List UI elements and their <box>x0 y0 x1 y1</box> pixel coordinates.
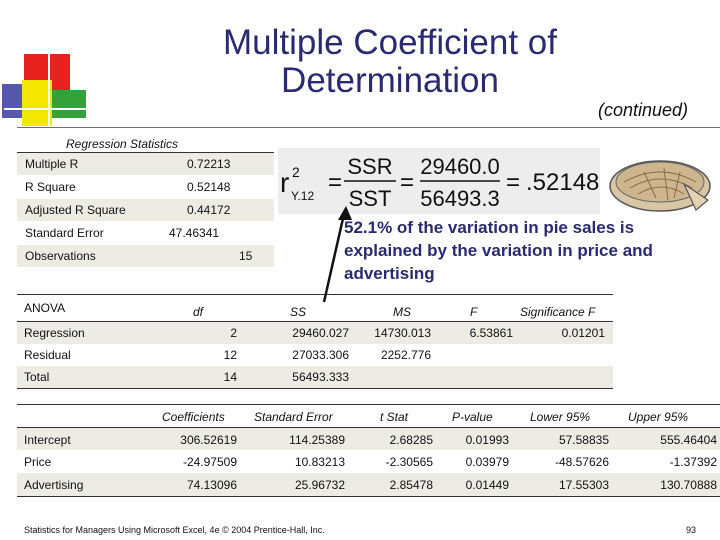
coef-col-lower-95: Lower 95% <box>530 410 591 424</box>
stats-label: Standard Error <box>25 226 104 240</box>
anova-row-label: Regression <box>24 326 85 340</box>
anova-col-ms: MS <box>393 305 411 319</box>
stats-label: Adjusted R Square <box>25 203 126 217</box>
stats-row-standard-error <box>17 222 274 244</box>
coef-row-label: Intercept <box>24 433 71 447</box>
slide-title-line1: Multiple Coefficient of <box>223 23 557 62</box>
anova-heading: ANOVA <box>24 301 66 315</box>
formula-equals-3: = <box>506 169 521 196</box>
table-row <box>17 450 720 473</box>
coef-bottom-rule <box>17 496 720 497</box>
stats-row-observations <box>17 245 274 267</box>
table-row <box>17 473 720 496</box>
anova-top-rule <box>17 294 613 295</box>
coef-col-standard-error: Standard Error <box>254 410 333 424</box>
coef-row-label: Advertising <box>24 478 84 492</box>
coef-p-value: 0.03979 <box>465 455 509 469</box>
formula-ssr: SSR <box>347 154 393 179</box>
anova-col-f: F <box>470 305 478 319</box>
coef-col-t-stat: t Stat <box>380 410 409 424</box>
table-row <box>17 344 613 366</box>
stats-value: 15 <box>239 249 253 263</box>
coef-upper-95: 130.70888 <box>660 478 717 492</box>
stats-label: Observations <box>25 249 96 263</box>
coef-col-coefficients: Coefficients <box>162 410 225 424</box>
anova-df: 12 <box>223 348 237 362</box>
formula-r-subscript: Y.12 <box>291 189 315 203</box>
footer-citation: Statistics for Managers Using Microsoft Excel, 4e © 2004 Prentice-Hall, Inc. <box>24 525 325 535</box>
stats-row-multiple-r <box>17 153 274 175</box>
anova-col-significance-f: Significance F <box>520 305 596 319</box>
formula-equals-2: = <box>400 169 415 196</box>
stats-value: 0.72213 <box>187 157 231 171</box>
coef-upper-95: -1.37392 <box>669 455 717 469</box>
finding-text: 52.1% of the variation in pie sales is explained by the variation in price and advertising <box>344 218 653 283</box>
anova-ss: 29460.027 <box>292 326 349 340</box>
formula-box <box>278 148 600 214</box>
formula-ssr-value: 29460.0 <box>420 154 500 179</box>
coef-row-label: Price <box>24 455 52 469</box>
coef-value: 74.13096 <box>186 478 237 492</box>
anova-bottom-rule <box>17 388 613 389</box>
table-row <box>17 322 613 344</box>
stats-label: Multiple R <box>25 157 79 171</box>
coef-t-stat: 2.68285 <box>389 433 433 447</box>
coef-t-stat: 2.85478 <box>389 478 433 492</box>
stats-value: 0.52148 <box>187 180 231 194</box>
coef-col-upper-95: Upper 95% <box>628 410 689 424</box>
anova-df: 2 <box>230 326 237 340</box>
coef-standard-error: 10.83213 <box>294 455 345 469</box>
coef-p-value: 0.01993 <box>465 433 509 447</box>
title-rule <box>17 127 720 128</box>
page-number: 93 <box>686 525 697 535</box>
formula-result: .52148 <box>526 169 600 196</box>
anova-ss: 56493.333 <box>292 370 349 384</box>
formula-sst: SST <box>348 186 392 211</box>
coef-value: 306.52619 <box>180 433 237 447</box>
formula-sst-value: 56493.3 <box>420 186 500 211</box>
formula-equals-1: = <box>328 169 343 196</box>
anova-col-df: df <box>193 305 204 319</box>
table-row <box>17 428 720 450</box>
stats-label: R Square <box>25 180 76 194</box>
coef-lower-95: 17.55303 <box>558 478 609 492</box>
table-row <box>17 366 613 388</box>
coef-top-rule <box>17 404 720 405</box>
anova-ms: 14730.013 <box>374 326 431 340</box>
regression-statistics-heading: Regression Statistics <box>66 137 179 151</box>
stats-row-adjusted-r-square <box>17 199 274 221</box>
coef-standard-error: 25.96732 <box>294 478 345 492</box>
r-squared-formula <box>278 148 600 214</box>
coef-lower-95: -48.57626 <box>554 455 609 469</box>
slide-title <box>120 24 660 100</box>
coef-standard-error: 114.25389 <box>289 433 345 447</box>
logo-divider-vertical <box>48 48 50 130</box>
anova-row-label: Residual <box>24 348 71 362</box>
anova-ms: 2252.776 <box>380 348 431 362</box>
stats-row-r-square <box>17 176 274 198</box>
slide-title-line2: Determination <box>281 61 499 100</box>
coef-upper-95: 555.46404 <box>660 433 717 447</box>
anova-row-label: Total <box>24 370 50 384</box>
anova-col-ss: SS <box>290 305 307 319</box>
coef-col-p-value: P-value <box>452 410 493 424</box>
stats-value: 0.44172 <box>187 203 231 217</box>
anova-significance: 0.01201 <box>561 326 605 340</box>
anova-ss: 27033.306 <box>292 348 349 362</box>
formula-r: r <box>280 167 290 198</box>
anova-df: 14 <box>223 370 237 384</box>
coef-t-stat: -2.30565 <box>385 455 433 469</box>
coef-p-value: 0.01449 <box>465 478 509 492</box>
logo-divider-horizontal <box>4 108 86 110</box>
coef-value: -24.97509 <box>182 455 237 469</box>
coef-lower-95: 57.58835 <box>558 433 609 447</box>
continued-label: (continued) <box>598 100 689 120</box>
stats-value: 47.46341 <box>169 226 220 240</box>
anova-f: 6.53861 <box>469 326 513 340</box>
pie-icon <box>604 148 716 220</box>
formula-r-superscript: 2 <box>292 164 300 180</box>
